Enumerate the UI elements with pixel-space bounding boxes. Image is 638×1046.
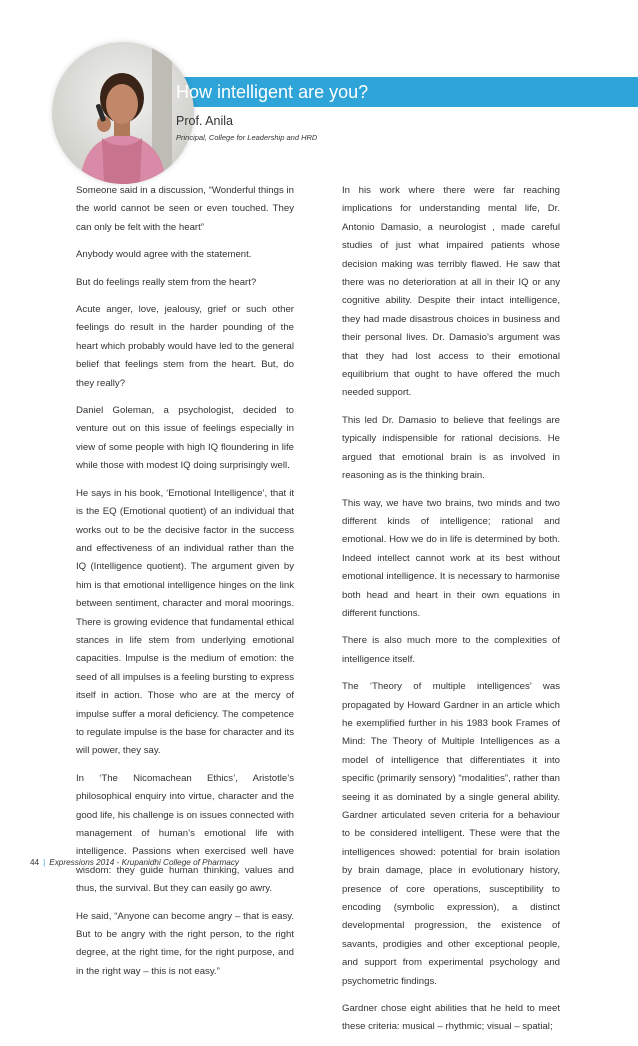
paragraph: Gardner chose eight abilities that he held to meet these criteria: musical – rhythmic; visual – spatial;: [342, 1003, 560, 1033]
paragraph: In his work where there were far reaching implications for understanding mental life, Dr. Antonio Damasio, a neurologist , made careful studies of just what impaired patients whose decision making was terribly flawed. He saw that there was no deterioration at all in their IQ or any cognitive ability. Despite their intact intelligence, they had made disastrous choices in business and their personal lives. Dr. Damasio’s argument was that they had lost access to their emotional equilibrium that ought to have offered the much needed support.: [342, 185, 560, 399]
paragraph: In ‘The Nicomachean Ethics’, Aristotle’s philosophical enquiry into virtue, character and the good life, his challenge is on issues connected with management of human’s emotional life with intelligence. Passions when exercised well have wisdom: they guide human thinking, values and thus, the survival. But they can easily go awry.: [76, 772, 294, 895]
paragraph: Anybody would agree with the statement.: [76, 249, 252, 261]
paragraph: Someone said in a discussion, “Wonderful things in the world cannot be seen or even touched. They can only be felt with the heart”: [76, 185, 294, 233]
paragraph: But do feelings really stem from the heart?: [76, 276, 257, 288]
paragraph: Acute anger, love, jealousy, grief or such other feelings do result in the harder pounding of the heart which probably would have led to the general belief that feelings stem from the heart. But, do they really?: [76, 304, 294, 389]
paragraph: This led Dr. Damasio to believe that feelings are typically indispensible for rational decisions. He argued that emotional brain is as involved in reasoning as is the thinking brain.: [342, 414, 560, 482]
page-number: 44: [30, 858, 40, 867]
article-title: How intelligent are you?: [176, 82, 369, 102]
paragraph: This way, we have two brains, two minds and two different kinds of intelligence; rational and emotional. How we do in life is determined by both. Indeed intellect cannot work at its best without emotional intelligence. It is necessary to harmonise both head and heart in their own equations in different functions.: [342, 497, 560, 619]
author-name: Prof. Anila: [176, 114, 233, 128]
author-role: Principal, College for Leadership and HRD: [176, 133, 318, 142]
page-footer: [30, 858, 239, 867]
footer-separator: |: [43, 858, 46, 867]
paragraph: The ‘Theory of multiple intelligences’ was propagated by Howard Gardner in an article which he exemplified further in his 1983 book Frames of Mind: The Theory of Multiple Intelligences as a model of intelligence that differentiates it into specific (primarily sensory) “modalities”, rather than seeing it as dominated by a single general ability. Gardner articulated seven criteria for a behaviour to be considered intelligent. These were that the intelligences showed: potential for brain isolation by brain damage, place in evolutionary history, presence of core operations, susceptibility to encoding (symbolic expression), a distinct developmental progression, the existence of savants, prodigies and other exceptional people, and support from experimental psychology and psychometric findings.: [342, 681, 560, 987]
paragraph: Daniel Goleman, a psychologist, decided to venture out on this issue of feelings especially in view of some people with high IQ floundering in life while those with modest IQ doing surprisingly well.: [76, 405, 294, 472]
publication-name: Expressions 2014 - Krupanidhi College of Pharmacy: [49, 858, 240, 867]
right-column: [342, 182, 560, 1046]
author-photo: [52, 42, 194, 184]
paragraph: He said, “Anyone can become angry – that is easy. But to be angry with the right person, to the right degree, at the right time, for the right purpose, and in the right way – this is not easy.”: [76, 910, 294, 977]
paragraph: He says in his book, ‘Emotional Intelligence’, that it is the EQ (Emotional quotient) of an individual that works out to be the decisive factor in the success and effectiveness of an individual rather than the IQ (Intelligence quotient). The argument given by him is that emotional intelligence hinges on the link between sentiment, character and moral moorings. There is growing evidence that fundamental ethical stances in life stem from underlying emotional capacities. Impulse is the medium of emotion: the seed of all impulses is a feeling bursting to express itself in action. Those who are at the mercy of impulse suffer a moral deficiency. The competence to regulate impulse is the base for character and its will power, they say.: [76, 487, 294, 757]
author-photo-illustration: [52, 42, 194, 184]
paragraph: There is also much more to the complexities of intelligence itself.: [342, 635, 560, 665]
left-column: [76, 182, 294, 990]
